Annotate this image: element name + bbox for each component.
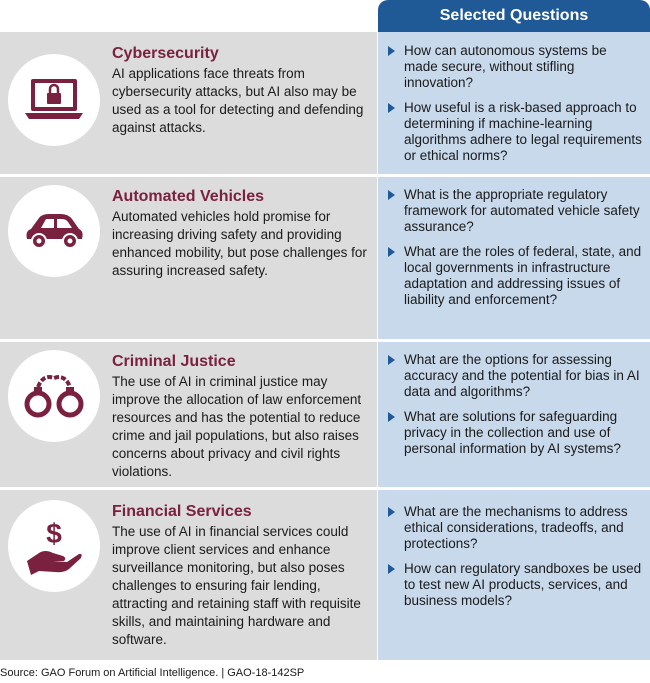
question-item: What are the options for assessing accuracy and the potential for bias in AI data and algorithms? [386, 352, 642, 400]
topic-description: The use of AI in financial services could improve client services and enhance surveillance monitoring, but also poses challenges to ensuring fair lending, attracting and retaining staff with requisite skills, and maintaining hardware and software. [112, 524, 361, 647]
triangle-bullet-icon [388, 247, 395, 257]
question-item: What are solutions for safeguarding privacy in the collection and use of personal information by AI systems? [386, 409, 642, 457]
selected-questions-header [378, 0, 650, 32]
question-list [386, 187, 642, 317]
question-list [386, 504, 642, 618]
triangle-bullet-icon [388, 355, 395, 365]
row-automated-vehicles [0, 177, 650, 339]
topic-description: Automated vehicles hold promise for increasing driving safety and providing enhanced mobility, but pose challenges for assuring increased safety. [112, 209, 367, 278]
row-criminal-justice [0, 342, 650, 487]
question-item: What are the mechanisms to address ethical considerations, tradeoffs, and protections? [386, 504, 642, 552]
question-item: How can autonomous systems be made secure, without stifling innovation? [386, 43, 642, 91]
question-item: What is the appropriate regulatory framework for automated vehicle safety assurance? [386, 187, 642, 235]
handcuffs-icon [8, 350, 100, 442]
svg-text:$: $ [46, 518, 62, 549]
row-cybersecurity [0, 32, 650, 174]
triangle-bullet-icon [388, 412, 395, 422]
topic-title: Criminal Justice [112, 353, 236, 370]
topic-title: Financial Services [112, 503, 252, 520]
source-note: Source: GAO Forum on Artificial Intelligence. | GAO-18-142SP [0, 667, 305, 679]
topic-title: Cybersecurity [112, 45, 219, 62]
topic-description: The use of AI in criminal justice may improve the allocation of law enforcement resources and has the potential to reduce crime and jail populations, but also raises concerns about privacy and civil rights violations. [112, 374, 362, 479]
header-title: Selected Questions [439, 7, 589, 24]
question-list [386, 43, 642, 173]
triangle-bullet-icon [388, 507, 395, 517]
topic-description: AI applications face threats from cybersecurity attacks, but AI also may be used as a tool for detecting and defending against attacks. [112, 66, 364, 135]
triangle-bullet-icon [388, 564, 395, 574]
triangle-bullet-icon [388, 103, 395, 113]
question-item: How useful is a risk-based approach to determining if machine-learning algorithms adhere to legal requirements or ethical norms? [386, 100, 642, 164]
row-financial-services [0, 490, 650, 660]
topic-title: Automated Vehicles [112, 188, 265, 205]
car-icon [8, 185, 100, 277]
triangle-bullet-icon [388, 46, 395, 56]
question-item: What are the roles of federal, state, and local governments in infrastructure adaptation and addressing issues of liability and enforcement? [386, 244, 642, 308]
laptop-lock-icon [8, 54, 100, 146]
question-item: How can regulatory sandboxes be used to test new AI products, services, and business models? [386, 561, 642, 609]
question-list [386, 352, 642, 466]
triangle-bullet-icon [388, 190, 395, 200]
hand-dollar-icon [8, 500, 100, 592]
